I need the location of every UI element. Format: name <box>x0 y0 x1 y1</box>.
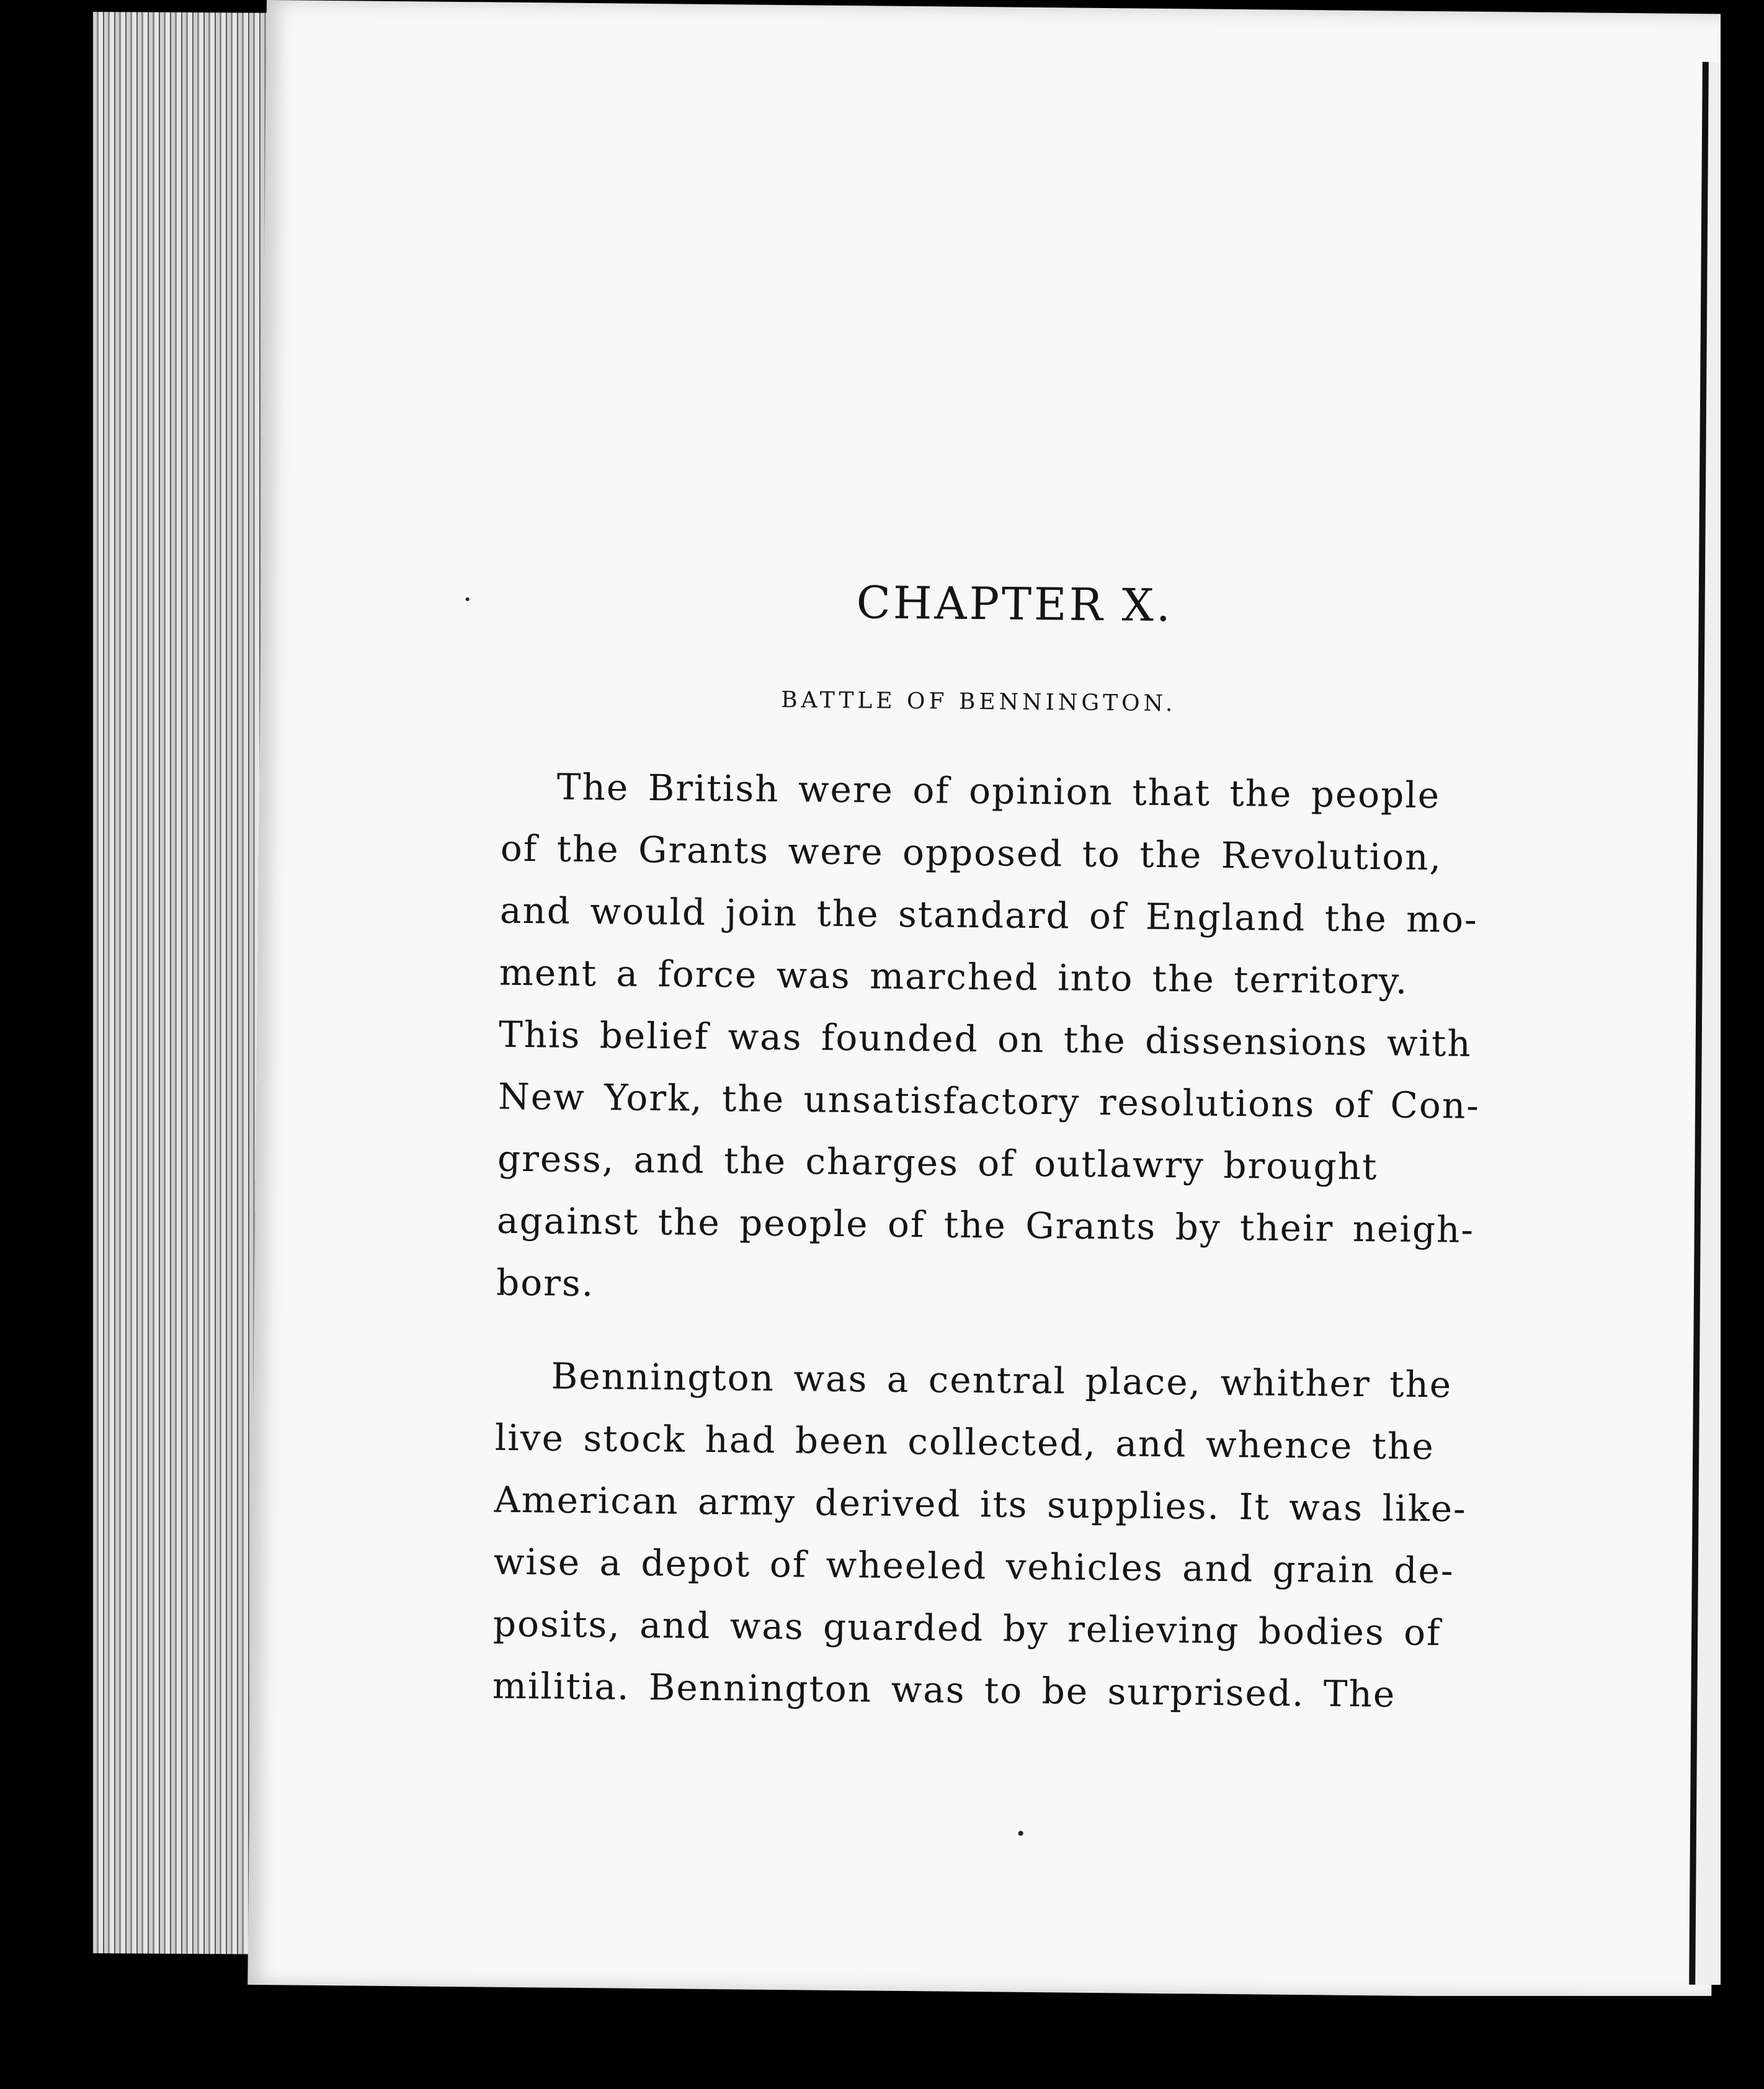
speck-mark <box>1018 1831 1023 1836</box>
text-line: gress, and the charges of outlawry brought <box>497 1137 1378 1188</box>
text-line: against the people of the Grants by their neigh- <box>496 1199 1475 1251</box>
text-line: ment a force was marched into the territory. <box>499 951 1409 1002</box>
text-line: wise a depot of wheeled vehicles and grain de- <box>493 1540 1454 1592</box>
speck-mark <box>466 597 470 601</box>
text-line: militia. Bennington was to be surprised. The <box>492 1664 1396 1716</box>
text-line: live stock had been collected, and whence the <box>494 1416 1435 1468</box>
text-line: The British were of opinion that the people <box>556 765 1441 817</box>
book-page <box>247 0 1731 1999</box>
text-line: This belief was founded on the dissensions with <box>498 1013 1472 1065</box>
scan-border <box>0 1996 1764 2089</box>
text-line: of the Grants were opposed to the Revolution, <box>500 827 1443 879</box>
chapter-subtitle: BATTLE OF BENNINGTON. <box>781 687 1177 717</box>
text-line: bors. <box>496 1261 595 1305</box>
text-line: and would join the standard of England the mo- <box>499 889 1479 941</box>
chapter-title: CHAPTER X. <box>856 576 1174 632</box>
text-line: American army derived its supplies. It was like- <box>494 1478 1468 1530</box>
binding-shadow <box>1721 0 1764 2089</box>
text-line: posits, and was guarded by relieving bodies of <box>492 1602 1441 1654</box>
text-line: Bennington was a central place, whither the <box>551 1355 1453 1406</box>
text-line: New York, the unsatisfactory resolutions of Con- <box>497 1075 1481 1127</box>
